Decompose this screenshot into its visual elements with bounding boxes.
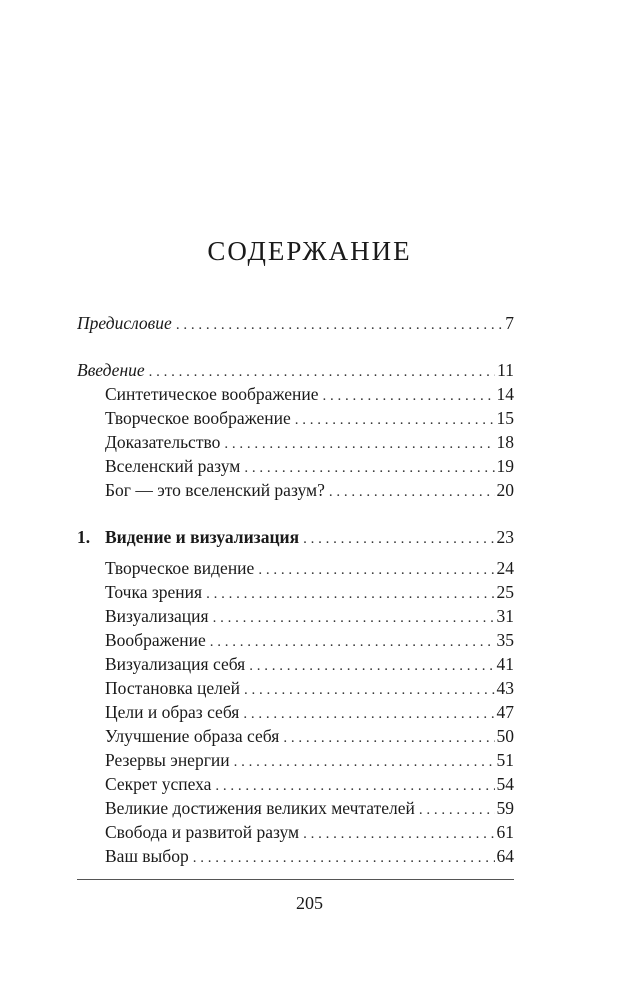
toc-entry-page: 14 — [496, 384, 514, 404]
dot-leader — [206, 583, 494, 603]
toc-entry-label: Предисловие — [77, 313, 172, 333]
chapter-number: 1. — [77, 527, 91, 547]
toc-entry-label: Доказательство — [105, 432, 221, 452]
toc-entry-page: 19 — [496, 456, 514, 476]
toc-entry-page: 35 — [496, 630, 514, 650]
toc-entry-page: 51 — [496, 750, 514, 770]
toc-subentry[interactable] — [105, 701, 514, 723]
dot-leader — [283, 727, 494, 747]
toc-subentry[interactable] — [105, 605, 514, 627]
toc-entry-label: Творческое видение — [105, 558, 255, 578]
toc-subentry[interactable] — [105, 773, 514, 795]
toc-entry-page: 24 — [496, 558, 514, 578]
toc-entry-chapter-1[interactable] — [77, 526, 514, 548]
toc-entry-label: Творческое воображение — [105, 408, 291, 428]
dot-leader — [295, 409, 495, 429]
toc-entry-label: Синтетическое воображение — [105, 384, 319, 404]
toc-entry-label: Резервы энергии — [105, 750, 230, 770]
dot-leader — [244, 679, 495, 699]
dot-leader — [193, 847, 495, 867]
dot-leader — [210, 631, 495, 651]
toc-subentry[interactable] — [105, 629, 514, 651]
toc-subentry[interactable] — [105, 581, 514, 603]
toc-entry-page: 25 — [496, 582, 514, 602]
toc-entry-page: 11 — [497, 360, 514, 380]
toc-entry-page: 20 — [496, 480, 514, 500]
dot-leader — [244, 457, 494, 477]
toc-entry-label: Точка зрения — [105, 582, 203, 602]
toc-entry-page: 54 — [496, 774, 514, 794]
toc-entry-label: Улучшение образа себя — [105, 726, 280, 746]
toc-entry-label: Великие достижения великих мечтателей — [105, 798, 415, 818]
toc-entry-label: Визуализация себя — [105, 654, 246, 674]
toc-subentry[interactable] — [105, 749, 514, 771]
toc-entry-page: 41 — [496, 654, 514, 674]
toc-entry-label: Видение и визуализация — [105, 527, 300, 547]
toc-entry-preface[interactable] — [77, 312, 514, 334]
toc-entry-page: 43 — [496, 678, 514, 698]
toc-subentry[interactable] — [105, 407, 514, 429]
dot-leader — [149, 361, 495, 381]
page-title: СОДЕРЖАНИЕ — [207, 236, 412, 266]
toc-entry-label: Секрет успеха — [105, 774, 212, 794]
toc-entry-label: Введение — [77, 360, 145, 380]
toc-subentry[interactable] — [105, 821, 514, 843]
dot-leader — [176, 314, 503, 334]
toc-entry-label: Бог — это вселенский разум? — [105, 480, 325, 500]
dot-leader — [258, 559, 494, 579]
toc-entry-label: Воображение — [105, 630, 206, 650]
toc-entry-page: 31 — [496, 606, 514, 626]
toc-entry-label: Вселенский разум — [105, 456, 241, 476]
toc-subentry[interactable] — [105, 383, 514, 405]
dot-leader — [249, 655, 494, 675]
toc-entry-label: Свобода и развитой разум — [105, 822, 300, 842]
dot-leader — [329, 481, 495, 501]
toc-subentry[interactable] — [105, 431, 514, 453]
dot-leader — [303, 528, 494, 548]
toc-entry-page: 47 — [496, 702, 514, 722]
toc-entry-label: Ваш выбор — [105, 846, 189, 866]
toc-entry-label: Постановка целей — [105, 678, 240, 698]
toc-subentry[interactable] — [105, 557, 514, 579]
page-number: 205 — [296, 893, 323, 913]
toc-entry-page: 64 — [496, 846, 514, 866]
toc-entry-label: Визуализация — [105, 606, 209, 626]
toc-entry-page: 50 — [496, 726, 514, 746]
toc-subentry[interactable] — [105, 653, 514, 675]
dot-leader — [303, 823, 494, 843]
toc-entry-page: 15 — [496, 408, 514, 428]
toc-entry-page: 61 — [496, 822, 514, 842]
toc-entry-page: 7 — [505, 313, 514, 333]
toc-entry-page: 18 — [496, 432, 514, 452]
toc-entry-page: 23 — [496, 527, 514, 547]
toc-subentry[interactable] — [105, 455, 514, 477]
toc-subentry[interactable] — [105, 797, 514, 819]
dot-leader — [243, 703, 494, 723]
toc-subentry[interactable] — [105, 479, 514, 501]
dot-leader — [323, 385, 495, 405]
dot-leader — [213, 607, 495, 627]
toc-subentry[interactable] — [105, 845, 514, 867]
toc-entry-introduction[interactable] — [77, 359, 514, 381]
dot-leader — [215, 775, 494, 795]
toc-entry-page: 59 — [496, 798, 514, 818]
toc-subentry[interactable] — [105, 725, 514, 747]
dot-leader — [224, 433, 494, 453]
dot-leader — [234, 751, 495, 771]
footer-divider — [77, 879, 514, 880]
dot-leader — [419, 799, 495, 819]
toc-subentry[interactable] — [105, 677, 514, 699]
toc-entry-label: Цели и образ себя — [105, 702, 240, 722]
